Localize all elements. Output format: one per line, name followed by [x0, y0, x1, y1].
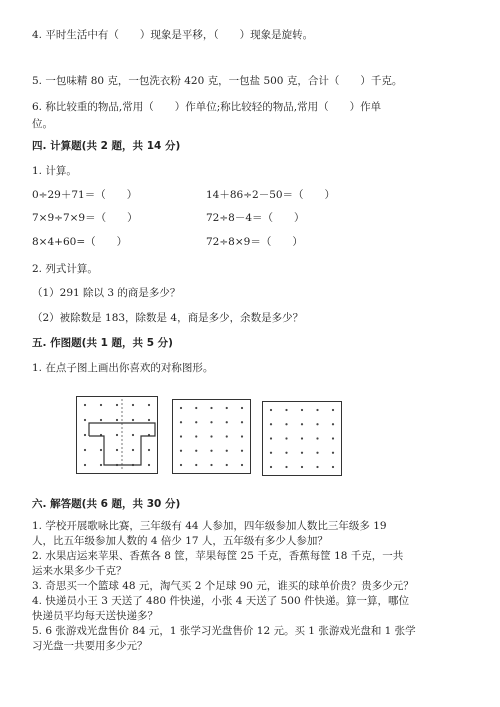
- word-problem-3: [32, 579, 472, 594]
- grid-dot: [195, 435, 197, 437]
- grid-dot: [285, 437, 287, 439]
- calc-question-1-label: 1. 计算。: [32, 165, 77, 177]
- grid-dot: [132, 434, 134, 436]
- grid-dot: [84, 404, 86, 406]
- grid-dot: [301, 437, 303, 439]
- grid-dot: [148, 404, 150, 406]
- grid-dot: [132, 404, 134, 406]
- dot-grid-3: [262, 401, 342, 476]
- grid-dot: [301, 409, 303, 411]
- grid-dot: [148, 464, 150, 466]
- calc-item: 0÷29＋71＝（ ）: [32, 189, 138, 201]
- grid-dot: [332, 423, 334, 425]
- dot-grid-1-figure: [77, 397, 157, 473]
- grid-dot: [241, 435, 243, 437]
- grid-dot: [195, 421, 197, 423]
- word-problem-5-line: 5. 6 张游戏光盘售价 84 元，1 张学习光盘售价 12 元。买 1 张游戏光盘和 1 张学: [32, 625, 416, 637]
- grid-dot: [210, 407, 212, 409]
- question-5: 5. 一包味精 80 克，一包洗衣粉 420 克，一包盐 500 克，合计（ ）千克。: [32, 75, 403, 87]
- word-problem-2: [32, 549, 472, 579]
- grid-dots: [84, 404, 150, 466]
- grid-dot: [301, 452, 303, 454]
- grid-dot: [332, 409, 334, 411]
- section-6-title: 六. 解答题(共 6 题，共 30 分): [32, 498, 181, 510]
- dot-grid-1: [76, 396, 158, 474]
- dot-grid-2: [172, 399, 251, 474]
- grid-dot: [210, 435, 212, 437]
- word-problem-1: [32, 519, 472, 549]
- grid-dot: [285, 423, 287, 425]
- word-problem-4-line: 快递员平均每天送快递多？: [32, 610, 158, 622]
- grid-dot: [180, 407, 182, 409]
- grid-dot: [316, 423, 318, 425]
- grid-dot: [226, 435, 228, 437]
- calc-question-2-label: 2. 列式计算。: [32, 263, 98, 275]
- question-6-line-1: 6. 称比较重的物品,常用（ ）作单位;称比较轻的物品,常用（ ）作单: [32, 101, 382, 113]
- grid-dot: [180, 421, 182, 423]
- grid-dot: [116, 404, 118, 406]
- grid-dot: [270, 423, 272, 425]
- word-problem-2-line: 2. 水果店运来苹果、香蕉各 8 筐，苹果每筐 25 千克，香蕉每筐 18 千克，一共: [32, 550, 404, 562]
- word-problem-3-line: 3. 奇思买一个篮球 48 元，淘气买 2 个足球 90 元，谁买的球单价贵？贵多少元？: [32, 580, 414, 592]
- grid-dot: [132, 419, 134, 421]
- grid-dot: [84, 434, 86, 436]
- grid-dot: [226, 464, 228, 466]
- grid-dot: [226, 407, 228, 409]
- sub-question-1: （1）291 除以 3 的商是多少？: [32, 287, 181, 299]
- grid-dot: [180, 464, 182, 466]
- word-problem-4-line: 4. 快递员小王 3 天送了 480 件快递，小张 4 天送了 500 件快递。算一算，哪位: [32, 595, 409, 607]
- grid-dot: [301, 466, 303, 468]
- grid-dot: [270, 437, 272, 439]
- grid-dot: [180, 450, 182, 452]
- grid-dot: [285, 466, 287, 468]
- grid-dot: [116, 419, 118, 421]
- grid-dot: [316, 409, 318, 411]
- grid-dots: [270, 409, 334, 468]
- word-problem-4: [32, 594, 472, 624]
- grid-dot: [226, 450, 228, 452]
- word-problem-5-line: 习光盘一共要用多少元？: [32, 640, 148, 652]
- grid-dot: [241, 450, 243, 452]
- grid-dot: [100, 404, 102, 406]
- grid-dot: [195, 450, 197, 452]
- calc-item: 7×9÷7×9＝（ ）: [32, 212, 138, 224]
- grid-dot: [116, 434, 118, 436]
- grid-dot: [270, 409, 272, 411]
- grid-dot: [100, 449, 102, 451]
- grid-dot: [270, 452, 272, 454]
- grid-dot: [301, 423, 303, 425]
- grid-dot: [148, 449, 150, 451]
- calc-item: 14＋86÷2－50＝（ ）: [206, 189, 336, 201]
- word-problem-2-line: 运来水果多少千克？: [32, 565, 127, 577]
- grid-dot: [285, 409, 287, 411]
- section-5-title: 五. 作图题(共 1 题，共 5 分): [32, 337, 173, 349]
- grid-dot: [210, 421, 212, 423]
- dot-grid-2-figure: [173, 400, 250, 473]
- calc-item: 8×4+60=（ ）: [32, 236, 128, 248]
- grid-dot: [210, 450, 212, 452]
- grid-dot: [100, 464, 102, 466]
- grid-dot: [332, 466, 334, 468]
- grid-dots: [180, 407, 243, 466]
- question-6-line-2: 位。: [32, 118, 53, 130]
- sub-question-2: （2）被除数是 183，除数是 4，商是多少，余数是多少？: [32, 312, 304, 324]
- word-problem-1-line: 人，比五年级参加人数的 4 倍少 17 人，五年级有多少人参加？: [32, 535, 328, 547]
- grid-dot: [241, 421, 243, 423]
- grid-dot: [316, 437, 318, 439]
- grid-dot: [84, 419, 86, 421]
- grid-dot: [241, 464, 243, 466]
- grid-dot: [270, 466, 272, 468]
- grid-dot: [316, 452, 318, 454]
- grid-dot: [180, 435, 182, 437]
- grid-dot: [241, 407, 243, 409]
- grid-dot: [84, 449, 86, 451]
- grid-dot: [148, 419, 150, 421]
- section-4-title: 四. 计算题(共 2 题，共 14 分): [32, 140, 181, 152]
- grid-dot: [332, 437, 334, 439]
- grid-dot: [332, 452, 334, 454]
- grid-dot: [316, 466, 318, 468]
- grid-dot: [210, 464, 212, 466]
- grid-dot: [100, 419, 102, 421]
- grid-dot: [84, 464, 86, 466]
- grid-dot: [132, 449, 134, 451]
- grid-dot: [195, 407, 197, 409]
- grid-dot: [285, 452, 287, 454]
- word-problem-1-line: 1. 学校开展歌咏比赛，三年级有 44 人参加，四年级参加人数比三年级多 19: [32, 520, 387, 532]
- word-problem-5: [32, 624, 472, 654]
- calc-item: 72÷8×9＝（ ）: [206, 236, 303, 248]
- dot-grid-3-figure: [263, 402, 341, 475]
- grid-dot: [226, 421, 228, 423]
- drawing-question-1: 1. 在点子图上画出你喜欢的对称图形。: [32, 362, 214, 374]
- grid-dot: [195, 464, 197, 466]
- question-4: 4. 平时生活中有（ ）现象是平移，（ ）现象是旋转。: [32, 29, 314, 41]
- calc-item: 72÷8－4＝（ ）: [206, 212, 305, 224]
- grid-dot: [116, 449, 118, 451]
